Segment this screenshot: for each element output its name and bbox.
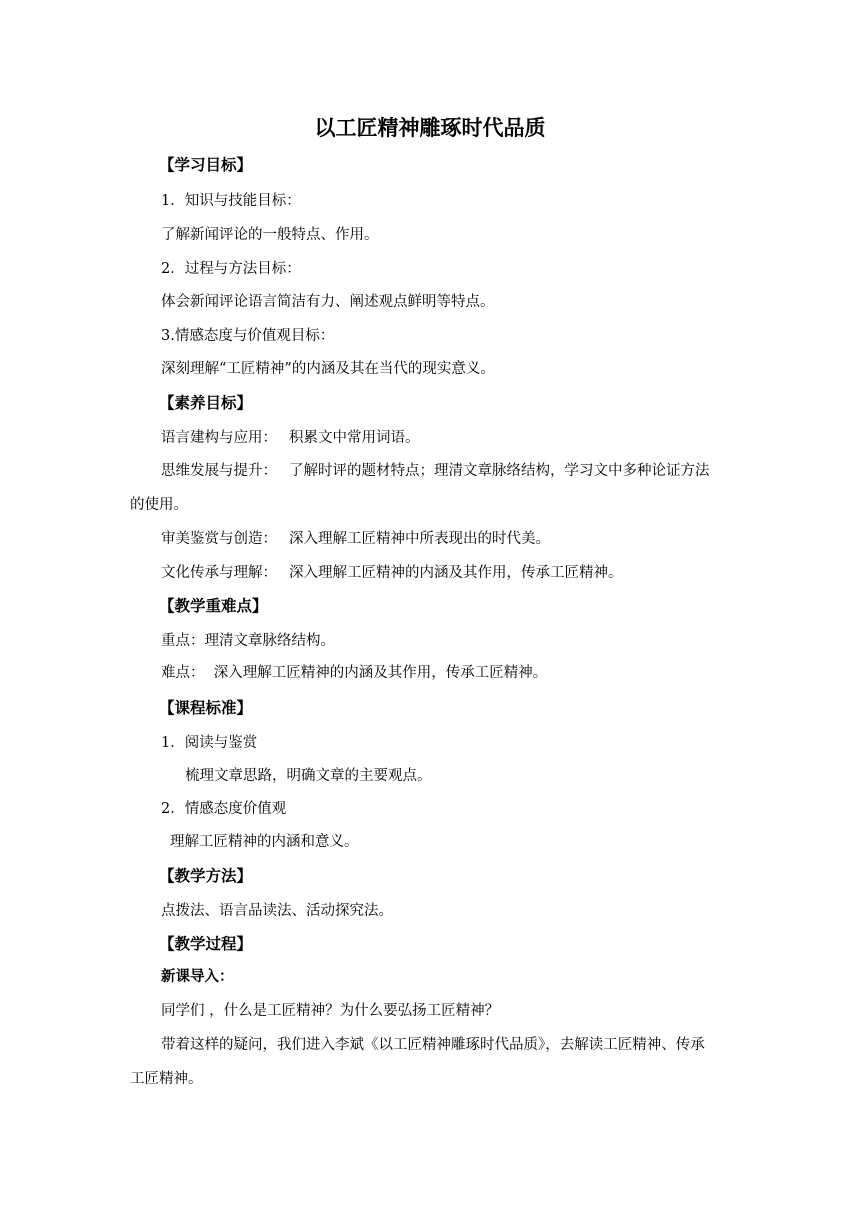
objective-line-3: 2．过程与方法目标：: [161, 261, 301, 277]
literacy-text: 深入理解工匠精神中所表现出的时代美。: [289, 531, 550, 547]
process-paragraph: 带着这样的疑问，我们进入李斌《以工匠精神雕琢时代品质》，去解读工匠精神、传承: [161, 1037, 705, 1053]
process-paragraph-continuation: 工匠精神。: [130, 1071, 203, 1087]
literacy-item: [161, 562, 623, 584]
standard-line: 2．情感态度价值观: [161, 801, 287, 817]
literacy-label: 思维发展与提升：: [161, 463, 277, 479]
key-point-line: 重点：理清文章脉络结构。: [161, 633, 335, 649]
methods-text: 点拨法、语言品读法、活动探究法。: [161, 903, 393, 919]
standard-line: 1．阅读与鉴赏: [161, 735, 258, 751]
literacy-text: 积累文中常用词语。: [289, 430, 420, 446]
literacy-label: 文化传承与理解：: [161, 565, 277, 581]
literacy-text: 了解时评的题材特点；理清文章脉络结构，学习文中多种论证方法: [289, 463, 710, 479]
objective-line-1: 1．知识与技能目标：: [161, 193, 301, 209]
objective-line-5: 3.情感态度与价值观目标：: [161, 328, 335, 344]
heading-curriculum-standards: 【课程标准】: [159, 699, 253, 717]
heading-key-points: 【教学重难点】: [159, 597, 268, 615]
literacy-item: [161, 427, 420, 449]
process-subheading: 新课导入：: [161, 969, 234, 985]
standard-line: 理解工匠精神的内涵和意义。: [170, 834, 359, 850]
process-paragraph: 同学们 ，什么是工匠精神？为什么要弘扬工匠精神？: [161, 1003, 500, 1019]
literacy-item: [161, 460, 710, 482]
objective-line-6: 深刻理解“工匠精神”的内涵及其在当代的现实意义。: [161, 361, 495, 377]
objective-line-4: 体会新闻评论语言简洁有力、阐述观点鲜明等特点。: [161, 294, 495, 310]
literacy-item: [161, 528, 550, 550]
literacy-continuation: 的使用。: [130, 497, 188, 513]
heading-learning-objectives: 【学习目标】: [159, 156, 253, 174]
heading-literacy-objectives: 【素养目标】: [159, 394, 253, 412]
literacy-text: 深入理解工匠精神的内涵及其作用，传承工匠精神。: [289, 565, 623, 581]
document-title: 以工匠精神雕琢时代品质: [314, 116, 546, 140]
literacy-label: 语言建构与应用：: [161, 430, 277, 446]
key-point-line: 难点： 深入理解工匠精神的内涵及其作用，传承工匠精神。: [161, 665, 548, 681]
heading-teaching-methods: 【教学方法】: [159, 867, 253, 885]
literacy-label: 审美鉴赏与创造：: [161, 531, 277, 547]
objective-line-2: 了解新闻评论的一般特点、作用。: [161, 227, 379, 243]
standard-line: 梳理文章思路，明确文章的主要观点。: [185, 768, 432, 784]
heading-teaching-process: 【教学过程】: [159, 935, 253, 953]
